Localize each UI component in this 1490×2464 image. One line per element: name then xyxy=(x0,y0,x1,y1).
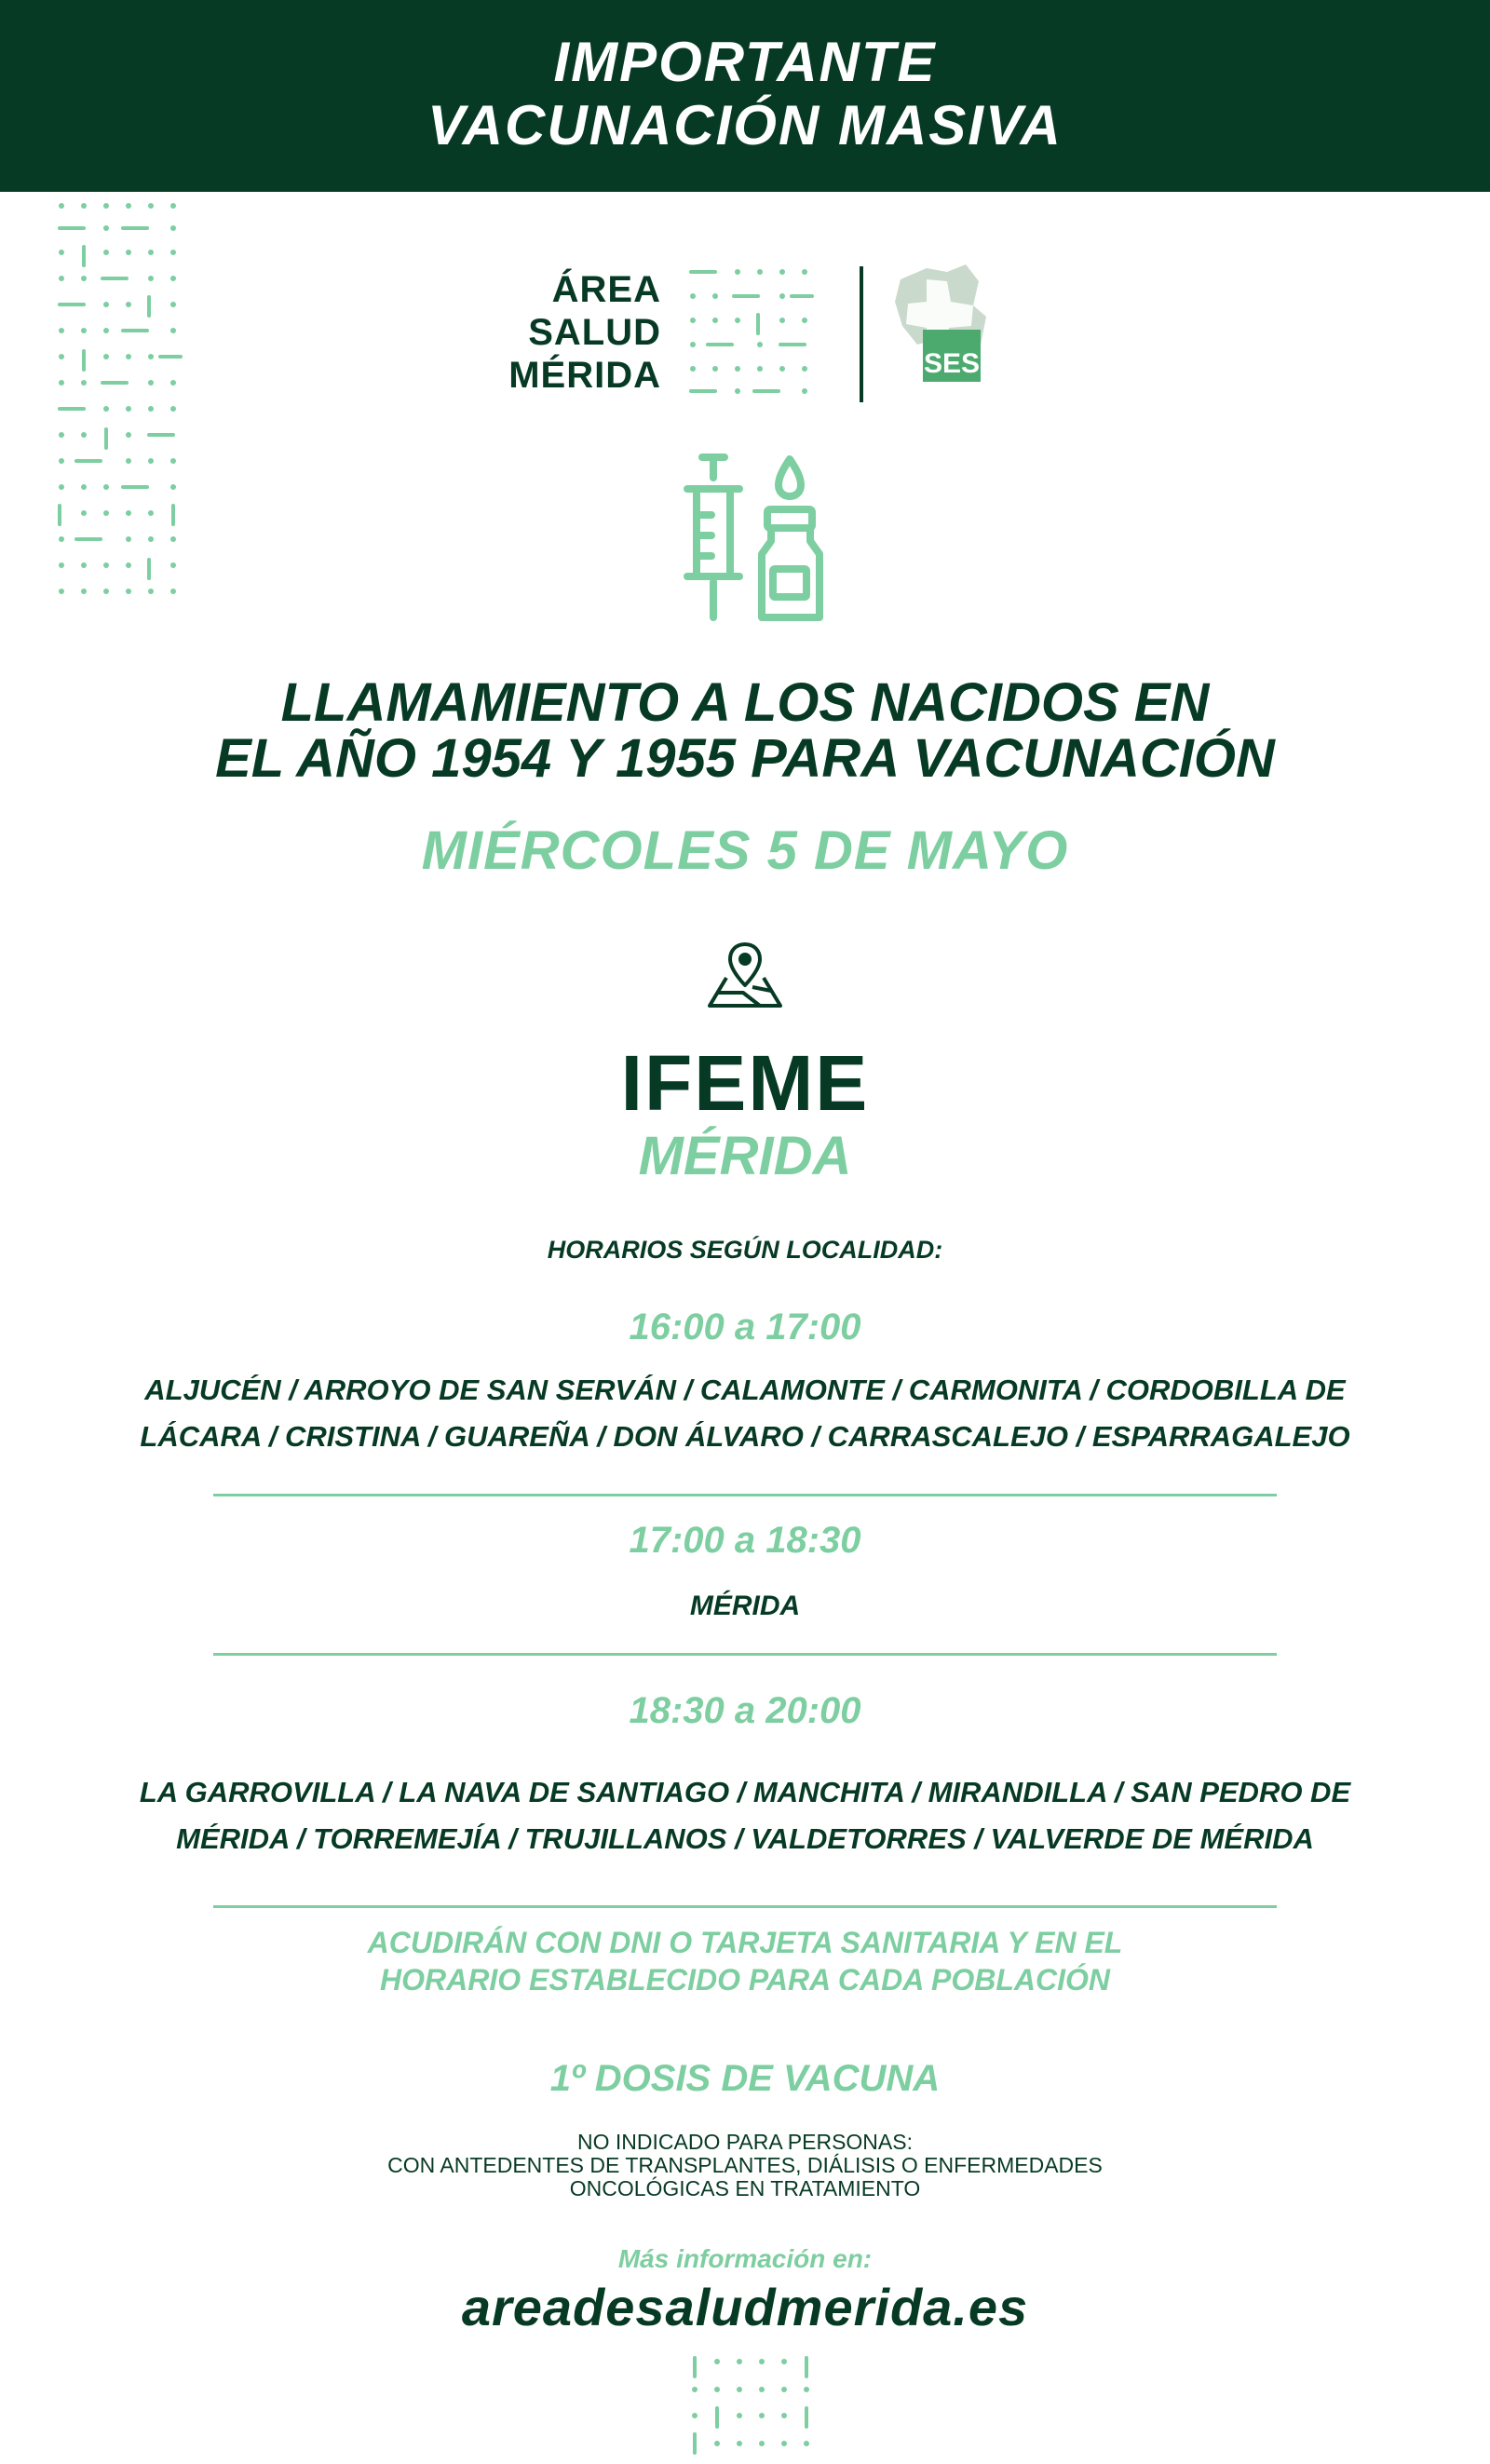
warning-line1: NO INDICADO PARA PERSONAS: xyxy=(577,2130,913,2154)
area-salud-merida-logo-text xyxy=(475,268,661,397)
decorative-dot-pattern-left xyxy=(56,200,186,610)
contraindication-warning xyxy=(0,2131,1490,2200)
vaccination-date: MIÉRCOLES 5 DE MAYO xyxy=(421,820,1069,881)
schedule-heading: HORARIOS SEGÚN LOCALIDAD: xyxy=(547,1236,943,1264)
ses-map-emblem-icon xyxy=(889,261,992,400)
call-to-vaccination-heading xyxy=(0,672,1490,789)
towns-list-slot-3 xyxy=(0,1769,1490,1862)
towns-line: MÉRIDA / TORREMEJÍA / TRUJILLANOS / VALDETORRES / VALVERDE DE MÉRIDA xyxy=(176,1822,1314,1855)
towns-line: MÉRIDA xyxy=(689,1591,801,1621)
warning-line2: CON ANTEDENTES DE TRANSPLANTES, DIÁLISIS O ENFERMEDADES xyxy=(387,2153,1103,2177)
decorative-dot-pattern-bottom xyxy=(689,2356,820,2458)
logo-line-area: ÁREA xyxy=(551,269,661,310)
website-link[interactable]: areadesaludmerida.es xyxy=(461,2278,1029,2336)
syringe-vial-icon xyxy=(680,452,829,629)
towns-list-slot-2 xyxy=(0,1583,1490,1630)
section-divider xyxy=(213,1653,1277,1656)
dose-label: 1º DOSIS DE VACUNA xyxy=(549,2058,941,2099)
time-slot-3: 18:30 a 20:00 xyxy=(629,1690,861,1731)
towns-list-slot-1 xyxy=(0,1367,1490,1460)
logo-line-salud: SALUD xyxy=(528,312,661,353)
logo-divider xyxy=(860,266,863,402)
logo-dot-pattern xyxy=(687,266,818,397)
ses-label: SES xyxy=(923,348,981,379)
towns-line: LA GARROVILLA / LA NAVA DE SANTIAGO / MANCHITA / MIRANDILLA / SAN PEDRO DE xyxy=(139,1776,1351,1808)
notice-line1: ACUDIRÁN CON DNI O TARJETA SANITARIA Y EN EL xyxy=(367,1926,1123,1959)
towns-line: ALJUCÉN / ARROYO DE SAN SERVÁN / CALAMONTE / CARMONITA / CORDOBILLA DE xyxy=(144,1374,1346,1406)
logo-line-merida: MÉRIDA xyxy=(508,355,661,396)
header-title-line1: IMPORTANTE xyxy=(553,31,937,93)
section-divider xyxy=(213,1905,1277,1908)
warning-line3: ONCOLÓGICAS EN TRATAMIENTO xyxy=(569,2176,921,2200)
callout-line1: LLAMAMIENTO A LOS NACIDOS EN xyxy=(280,672,1210,733)
notice-line2: HORARIO ESTABLECIDO PARA CADA POBLACIÓN xyxy=(380,1963,1110,1997)
towns-line: LÁCARA / CRISTINA / GUAREÑA / DON ÁLVARO / CARRASCALEJO / ESPARRAGALEJO xyxy=(140,1420,1350,1453)
callout-line2: EL AÑO 1954 Y 1955 PARA VACUNACIÓN xyxy=(215,728,1275,789)
id-notice xyxy=(0,1924,1490,1998)
time-slot-1: 16:00 a 17:00 xyxy=(629,1306,861,1347)
venue-name: IFEME xyxy=(620,1039,870,1127)
time-slot-2: 17:00 a 18:30 xyxy=(629,1520,861,1561)
section-divider xyxy=(213,1494,1277,1496)
venue-city: MÉRIDA xyxy=(638,1126,852,1186)
header-banner xyxy=(0,0,1490,192)
more-info-label: Más información en: xyxy=(617,2244,873,2273)
map-pin-icon xyxy=(706,941,784,1011)
header-title-line2: VACUNACIÓN MASIVA xyxy=(427,94,1063,156)
